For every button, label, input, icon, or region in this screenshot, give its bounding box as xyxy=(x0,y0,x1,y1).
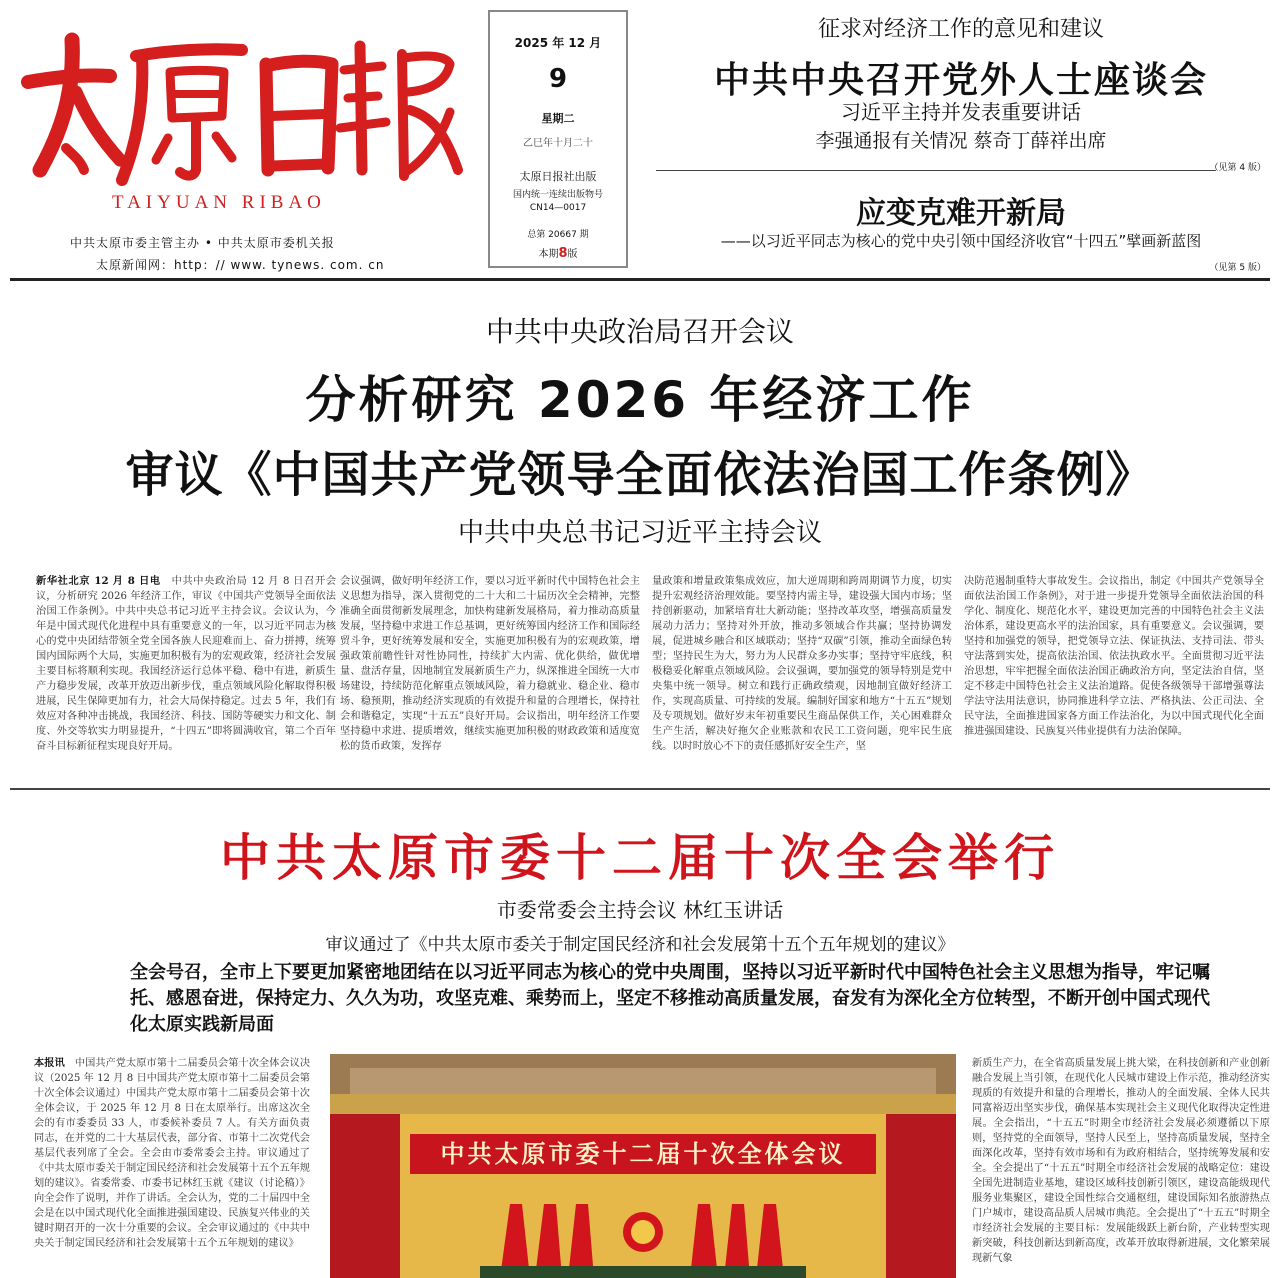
top-news-divider xyxy=(656,170,1216,171)
cn-label: 国内统一连续出版物号 xyxy=(512,190,603,200)
lead-column-1 xyxy=(36,574,336,768)
total-issue: 总第 20667 期 xyxy=(527,230,589,240)
lead-column-4: 决防范遏制重特大事故发生。会议指出，制定《中国共产党领导全面依法治国工作条例》，对于进一步提升党领导全面依法治国的科学化、制度化、规范化水平，建设更加完善的中国特色社会主义法治体系，建设更高水平的法治国家，具有重要意义。会议强调，要坚持和加强党的领导，把党领导立法、保证执法、支持司法、带头守法落到实处，提高依法治国、依法执政水平。全面贯彻习近平法治思想，牢牢把握全面依法治国正确政治方向，坚定法治自信，坚定不移走中国特色社会主义法治道路。促使各级领导干部增强尊法学法守法用法意识，协同推进科学立法、严格执法、公正司法、全民守法，全面推进国家各方面工作法治化，为以中国式现代化全面推进强国建设、民族复兴伟业提供有力法治保障。 xyxy=(964,576,1264,737)
lead-kicker: 中共中央政治局召开会议 xyxy=(485,315,794,348)
lead-headline-2[interactable]: 审议《中国共产党领导全面依法治国工作条例》 xyxy=(125,447,1155,503)
second-left-column xyxy=(34,1056,310,1278)
top-news-subtitle-2: 李强通报有关情况 蔡奇丁薛祥出席 xyxy=(815,130,1107,152)
date-lunar: 乙巳年十月二十 xyxy=(523,138,593,149)
second-subheadline-1: 市委常委会主持会议 林红玉讲话 xyxy=(496,898,784,922)
page-count-number: 8 xyxy=(558,246,568,261)
page-count xyxy=(490,245,626,261)
top-news-kicker: 征求对经济工作的意见和建议 xyxy=(817,17,1104,42)
second-subheadline-2: 审议通过了《中共太原市委关于制定国民经济和社会发展第十五个五年规划的建议》 xyxy=(325,935,955,955)
date-year-month: 2025 年 12 月 xyxy=(514,36,602,50)
masthead-divider xyxy=(10,278,1270,281)
top-news-page-ref-2: （见第 5 版） xyxy=(1209,263,1266,273)
lead-article-body xyxy=(10,574,1270,768)
section-divider xyxy=(10,788,1270,790)
logo-calligraphy-image xyxy=(10,20,470,200)
second-headline[interactable]: 中共太原市委十二届十次全会举行 xyxy=(220,829,1060,887)
lead-column-1-text: 中共中央政治局 12 月 8 日召开会议，分析研究 2026 年经济工作，审议《中国共产党领导全面依法治国工作条例》。中共中央总书记习近平主持会议。会议认为，今年是中国式现代化进程中具有重要意义的一年，以习近平同志为核心的党中央团结带领全党全国各族人民迎难而上、奋力拼搏，统筹国内国际两个大局，实施更加积极有为的宏观政策，经济社会发展主要目标将顺利实现。我国经济运行总体平稳、稳中有进，新质生产力稳步发展，改革开放迈出新步伐，重点领域风险化解取得积极进展，民生保障更加有力，社会大局保持稳定。过去 5 年，我们有效应对各种冲击挑战，我国经济、科技、国防等硬实力和文化、制度、外交等软实力明显提升，“十四五”即将圆满收官，第二个百年奋斗目标新征程实现良好开局。 xyxy=(36,576,336,752)
newspaper-logo xyxy=(10,20,470,200)
page-count-suffix: 版 xyxy=(567,249,578,260)
publisher: 太原日报社出版 xyxy=(519,170,597,183)
second-dateline: 本报讯 xyxy=(34,1057,65,1069)
lead-column-2: 会议强调，做好明年经济工作，要以习近平新时代中国特色社会主义思想为指导，深入贯彻党的二十大和二十届历次全会精神，完整准确全面贯彻新发展理念，加快构建新发展格局，着力推动高质量发展，坚持稳中求进工作总基调，更好统筹国内经济工作和国际经贸斗争，更好统筹发展和安全，实施更加积极有为的宏观政策，增强政策前瞻性针对性协同性，持续扩大内需、优化供给，做优增量、盘活存量，因地制宜发展新质生产力，纵深推进全国统一大市场建设，持续防范化解重点领域风险，着力稳就业、稳企业、稳市场、稳预期，推动经济实现质的有效提升和量的合理增长，保持社会和谐稳定，实现“十五五”良好开局。会议指出，明年经济工作要坚持稳中求进、提质增效，继续实施更加积极的财政政策和适度宽松的货币政策，发挥存 xyxy=(340,576,640,752)
date-box xyxy=(488,10,628,268)
logo-pinyin: TAIYUAN RIBAO xyxy=(112,192,326,213)
date-weekday: 星期二 xyxy=(541,112,575,125)
second-summary: 全会号召，全市上下要更加紧密地团结在以习近平同志为核心的党中央周围，坚持以习近平新时代中国特色社会主义思想为指导，牢记嘱托、感恩奋进，保持定力、久久为功，攻坚克难、乘势而上，坚定不移推动高质量发展，奋发有为深化全方位转型，不断开创中国式现代化太原实践新局面 xyxy=(130,962,1210,1035)
website-line[interactable]: 太原新闻网：http：// www. tynews. com. cn xyxy=(96,258,385,272)
date-day: 9 xyxy=(548,64,568,94)
top-news-title[interactable]: 中共中央召开党外人士座谈会 xyxy=(713,60,1208,101)
meeting-photo xyxy=(330,1054,956,1278)
lead-subheadline: 中共中央总书记习近平主持会议 xyxy=(457,518,822,548)
sponsor-line: 中共太原市委主管主办 • 中共太原市委机关报 xyxy=(70,236,335,250)
top-news-subtitle-1: 习近平主持并发表重要讲话 xyxy=(841,100,1081,124)
second-top-news-title[interactable]: 应变克难开新局 xyxy=(856,196,1066,231)
second-left-column-text: 中国共产党太原市第十二届委员会第十次全体会议决议（2025 年 12 月 8 日中国共产党太原市第十二届委员会第十次全体会议通过）中国共产党太原市第十二届委员会第十次全体会议，于 2025 年 12 月 8 日在太原举行。出席这次全会的有市委委员 33 人，市委候补委员 7 人。有关方面负责同志，在并党的二十大基层代表，部分省、市第十二次党代会基层代表列席了全会。全会由市委常委会主持。审议通过了《中共太原市委关于制定国民经济和社会发展第十五个五年规划的建议》。省委常委、市委书记林红玉就《建议（讨论稿）》向全会作了说明，并作了讲话。全会认为，党的二十届四中全会是在以中国式现代化全面推进强国建设、民族复兴伟业的关键时期召开的一次十分重要的会议。全会审议通过的《中共中央关于制定国民经济和社会发展第十五个五年规划的建议》 xyxy=(34,1058,310,1249)
lead-dateline: 新华社北京 12 月 8 日电 xyxy=(36,575,161,587)
page-count-prefix: 本期 xyxy=(538,249,559,260)
lead-headline-1[interactable]: 分析研究 2026 年经济工作 xyxy=(305,371,975,429)
lead-column-3: 量政策和增量政策集成效应，加大逆周期和跨周期调节力度，切实提升宏观经济治理效能。要坚持内需主导，建设强大国内市场；坚持创新驱动，加紧培育壮大新动能；坚持改革攻坚，增强高质量发展动力活力；坚持对外开放，推动多领域合作共赢；坚持协调发展，促进城乡融合和区域联动；坚持“双碳”引领，推动全面绿色转型；坚持民生为大，努力为人民群众多办实事；坚持守牢底线，积极稳妥化解重点领域风险。会议强调，要加强党的领导特别是党中央集中统一领导。树立和践行正确政绩观，因地制宜做好经济工作，实现高质量、可持续的发展。编制好国家和地方“十五五”规划及专项规划。做好岁末年初重要民生商品保供工作，关心困难群众生产生活，解决好拖欠企业账款和农民工工资问题，兜牢民生底线。以时时放心不下的责任感抓好安全生产，坚 xyxy=(652,576,952,752)
photo-banner: 中共太原市委十二届十次全体会议 xyxy=(410,1134,876,1174)
second-right-column: 新质生产力，在全省高质量发展上挑大梁，在科技创新和产业创新融合发展上当引领，在现代化人民城市建设上作示范，推动经济实现质的有效提升和量的合理增长，推动人的全面发展、全体人民共同富裕迈出坚实步伐，确保基本实现社会主义现代化取得决定性进展。全会指出，“十五五”时期全市经济社会发展必须遵循以下原则，坚持党的全面领导，坚持人民至上，坚持高质量发展，坚持全面深化改革，坚持有效市场和有为政府相结合，坚持统筹发展和安全。全会提出了“十五五”时期全市经济社会发展的战略定位：建设全国先进制造业基地，建设区域科技创新引领区，建设高能级现代服务业集聚区，建设全国性综合交通枢纽，建设国际知名旅游热点门户城市，建设高品质人居城市典范。全会提出了“十五五”时期全市经济社会发展的主要目标：发展能级跃上新台阶，产业转型实现新突破，科技创新达到新高度，改革开放取得新进展，文化繁荣展现新气象 xyxy=(972,1058,1270,1264)
second-top-news-subtitle: ——以习近平同志为核心的党中央引领中国经济收官“十四五”擘画新蓝图 xyxy=(720,232,1202,250)
cn-number: CN14—0017 xyxy=(529,203,587,213)
top-news-page-ref-1: （见第 4 版） xyxy=(1209,163,1266,173)
